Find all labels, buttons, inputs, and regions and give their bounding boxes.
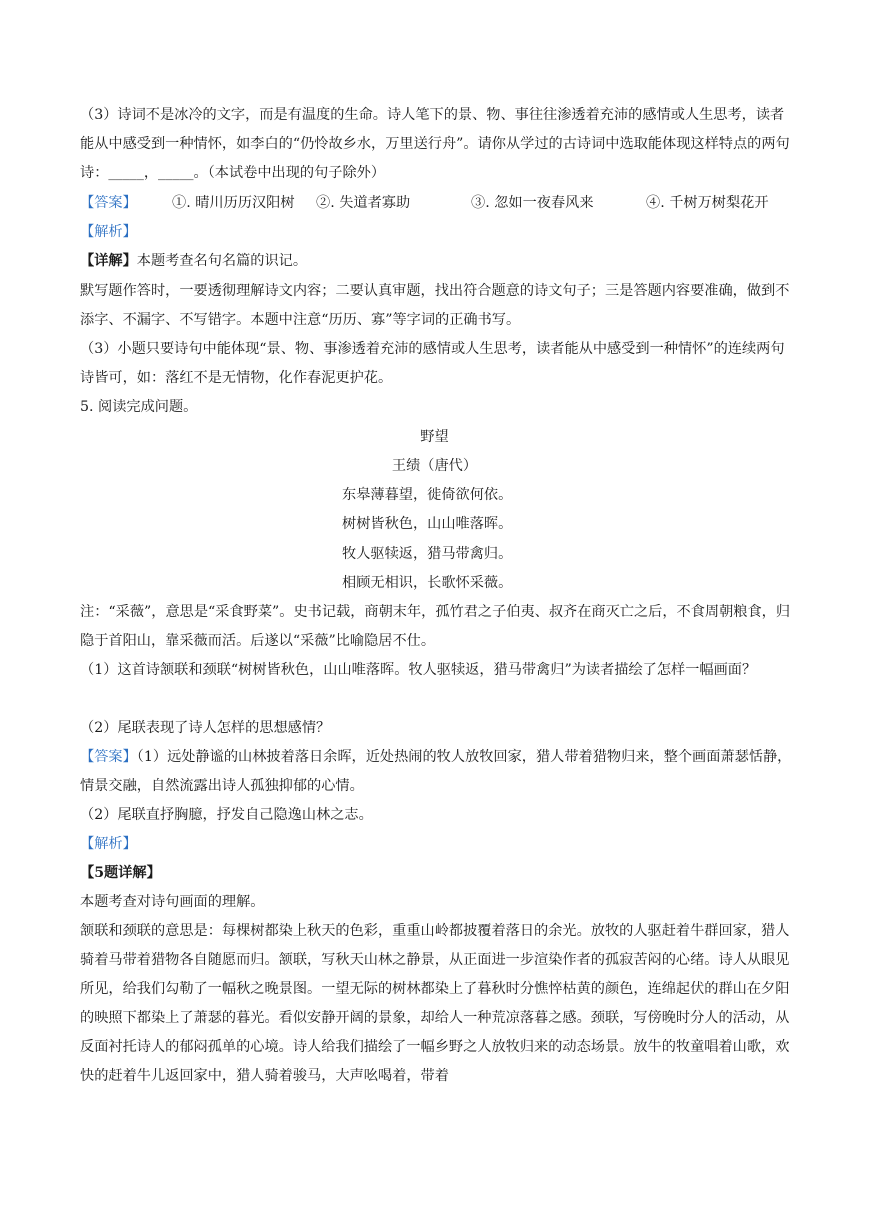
detail-line	[80, 247, 792, 276]
answer-5-2: （2）尾联直抒胸臆，抒发自己隐逸山林之志。	[80, 807, 373, 823]
poem-note: 注：“采薇”，意思是“采食野菜”。史书记载，商朝末年，孤竹君之子伯夷、叔齐在商灭亡之后，不食周朝粮食，归隐于首阳山，靠采薇而活。后遂以“采薇”比喻隐居不仕。	[80, 604, 791, 649]
answer-item-4: ④. 千树万树梨花开	[646, 195, 769, 211]
detail-tag: 【详解】	[80, 253, 137, 269]
poem-line: 相顾无相识，长歌怀采薇。	[342, 575, 513, 591]
question-5-1: （1）这首诗颔联和颈联“树树皆秋色，山山唯落晖。牧人驱犊返，猎马带禽归”为读者描绘了怎样一幅画面？	[80, 662, 757, 678]
analysis-tag: 【解析】	[80, 224, 137, 240]
answer-item-1: ①. 晴川历历汉阳树	[172, 195, 295, 211]
analysis-tag: 【解析】	[80, 836, 137, 852]
answer-item-2: ②. 失道者寡助	[316, 195, 411, 211]
poem-line: 牧人驱犊返，猎马带禽归。	[342, 546, 513, 562]
dictation-paragraph: 默写题作答时，一要透彻理解诗文内容；二要认真审题，找出符合题意的诗文句子；三是答题内容要准确，做到不添字、不漏字、不写错字。本题中注意“历历、寡”等字词的正确书写。	[80, 283, 790, 328]
poem-line: 东皋薄暮望，徙倚欲何依。	[342, 487, 513, 503]
detail-5-tag: 【5题详解】	[80, 865, 161, 881]
answer-item-3: ③. 忽如一夜春风来	[471, 195, 594, 211]
answer-tag: 【答案】	[80, 195, 137, 211]
detail-text: 本题考查名句名篇的识记。	[136, 253, 308, 269]
answer-tag: 【答案】	[80, 749, 137, 765]
detail-5-intro: 本题考查对诗句画面的理解。	[80, 894, 265, 910]
answer-row	[80, 189, 792, 218]
detail-5-body: 颔联和颈联的意思是：每棵树都染上秋天的色彩，重重山岭都披覆着落日的余光。放牧的人驱赶着牛群回家，猎人骑着马带着猎物各自随愿而归。颔联，写秋天山林之静景，从正面进一步渲染作者的孤寂苦闷的心绪。诗人从眼见所见，给我们勾勒了一幅秋之晚景图。一望无际的树林都染上了暮秋时分憔悴枯黄的颜色，连绵起伏的群山在夕阳的映照下都染上了萧瑟的暮光。看似安静开阔的景象，却给人一种荒凉落暮之感。颈联，写傍晚时分人的活动，从反面衬托诗人的郁闷孤单的心境。诗人给我们描绘了一幅乡野之人放牧归来的动态场景。放牛的牧童唱着山歌，欢快的赶着牛儿返回家中，猎人骑着骏马，大声吆喝着，带着	[80, 923, 790, 1084]
poem-line: 树树皆秋色，山山唯落晖。	[342, 516, 513, 532]
question-5-title: 5. 阅读完成问题。	[80, 399, 198, 415]
question-5-2: （2）尾联表现了诗人怎样的思想感情？	[80, 720, 331, 736]
poem-title: 野望	[420, 429, 449, 445]
q3-explanation-paragraph: （3）小题只要诗句中能体现“景、物、事渗透着充沛的感情或人生思考，读者能从中感受到一种情怀”的连续两句诗皆可，如：落红不是无情物，化作春泥更护花。	[80, 341, 785, 386]
poem-author: 王绩（唐代）	[391, 458, 478, 474]
question-3-prompt: （3）诗词不是冰冷的文字，而是有温度的生命。诗人笔下的景、物、事往往渗透着充沛的感情或人生思考，读者能从中感受到一种情怀，如李白的“仍怜故乡水，万里送行舟”。请你从学过的古诗词中选取能体现这样特点的两句诗：_____，_____。（本试卷中出现的句子除外）	[80, 107, 790, 181]
answer-5-1-text: （1）远处静谧的山林披着落日余晖，近处热闹的牧人放牧回家，猎人带着猎物归来，整个画面萧瑟恬静，情景交融，自然流露出诗人孤独抑郁的心情。	[80, 749, 792, 794]
answer-5-1	[80, 743, 792, 801]
